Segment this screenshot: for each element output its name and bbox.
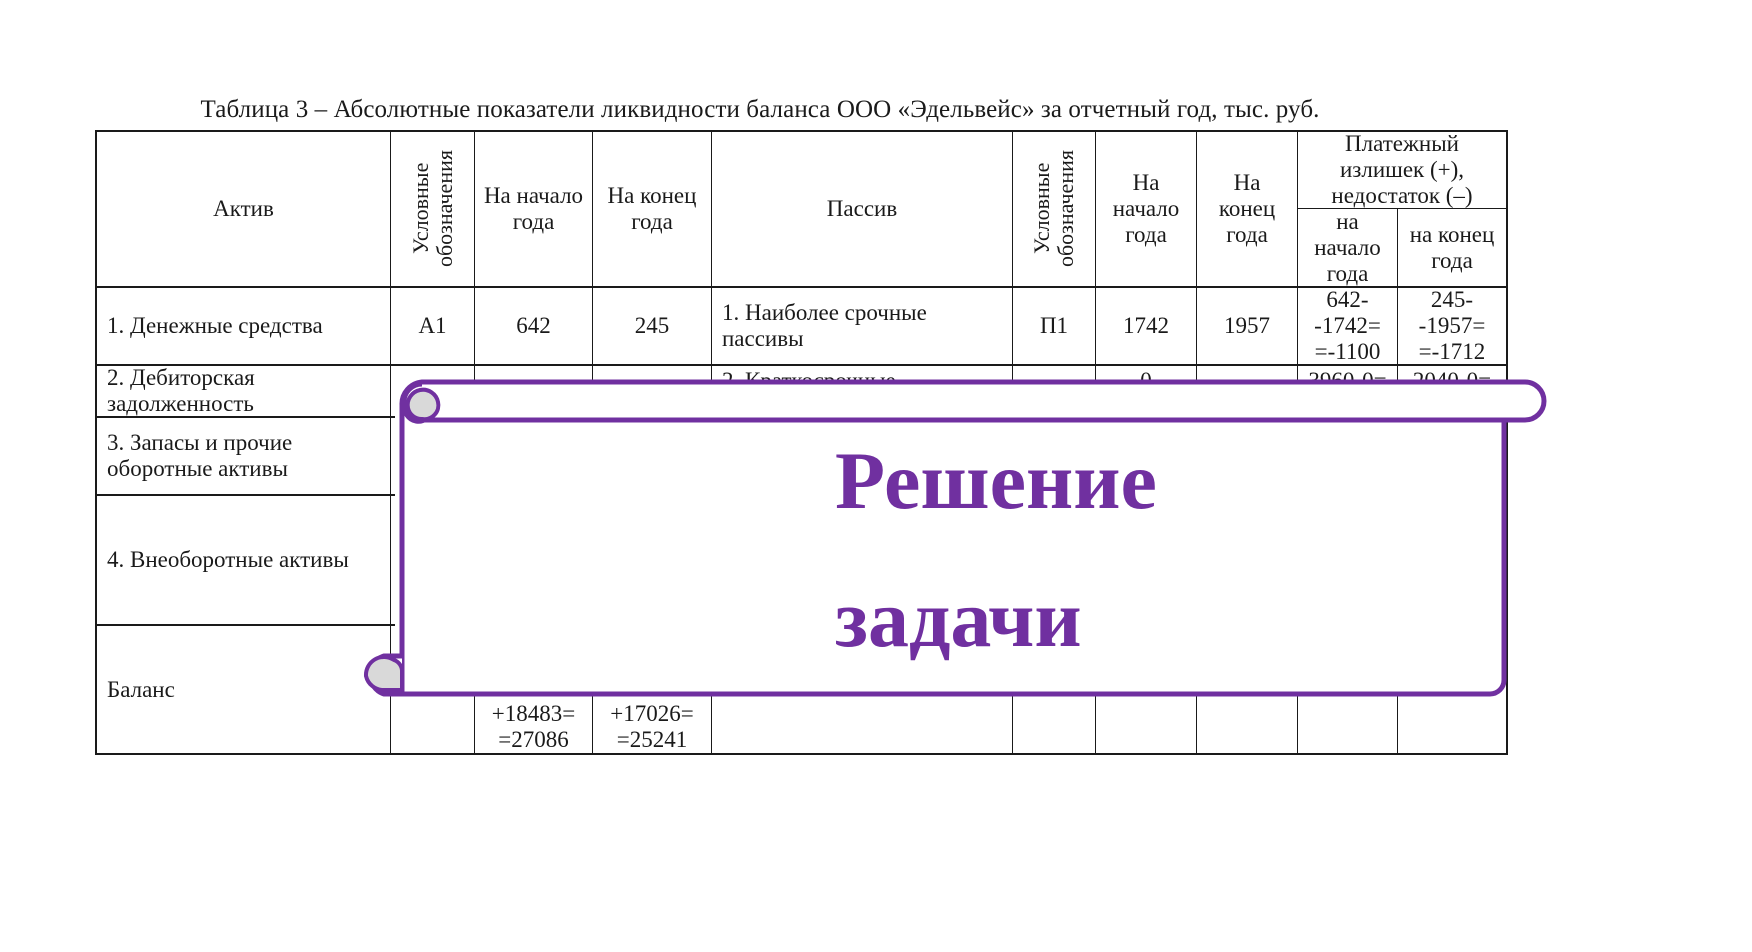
row-5-end-fragment: +17026= =25241 [610, 700, 694, 752]
row-4-active: 4. Внеоборотные активы [107, 547, 349, 572]
row-1-active: 1. Денежные средства [107, 313, 323, 338]
header-active: Актив [213, 196, 274, 221]
row-1-dstart: 642- -1742= =-1100 [1314, 287, 1381, 364]
header-surplus-start: на начало года [1314, 208, 1381, 286]
row-5-start-fragment: +18483= =27086 [491, 700, 576, 752]
header-active-end: На конец года [607, 183, 697, 234]
row-1-pstart: 1742 [1123, 313, 1169, 338]
row-1-dend: 245- -1957= =-1712 [1418, 287, 1486, 364]
row-1-start: 642 [516, 313, 551, 338]
header-surplus-group: Платежный излишек (+), недостаток (–) [1331, 131, 1473, 208]
header-surplus-end: на конец года [1409, 221, 1495, 273]
row-1-end: 245 [634, 313, 670, 338]
header-designation-2: Условные обозначения [1029, 150, 1078, 268]
header-designation: Условные обозначения [407, 150, 457, 268]
scroll-bottom-curl-fill [366, 657, 402, 690]
row-1-pend: 1957 [1224, 313, 1270, 338]
row-1-passive: 1. Наиболее срочные пассивы [722, 300, 927, 351]
header-passive-end: На конец года [1218, 170, 1276, 247]
row-1-code: А1 [418, 313, 447, 338]
row-2-active: 2. Дебиторская задолженность [107, 365, 255, 416]
banner-title-line-1: Решение [835, 435, 1157, 526]
banner-title-line-2: задачи [835, 573, 1082, 664]
header-active-start: На начало года [483, 183, 584, 234]
row-1-pcode: П1 [1039, 313, 1069, 338]
header-passive-start: На начало года [1112, 170, 1180, 247]
scroll-top-curl-fill [408, 390, 439, 419]
row-3-active: 3. Запасы и прочие оборотные активы [107, 430, 293, 481]
header-passive: Пассив [826, 196, 898, 221]
row-5-active: Баланс [107, 676, 175, 702]
table-caption: Таблица 3 – Абсолютные показатели ликвидности баланса ООО «Эдельвейс» за отчетный год, тыс. руб. [200, 96, 1320, 123]
